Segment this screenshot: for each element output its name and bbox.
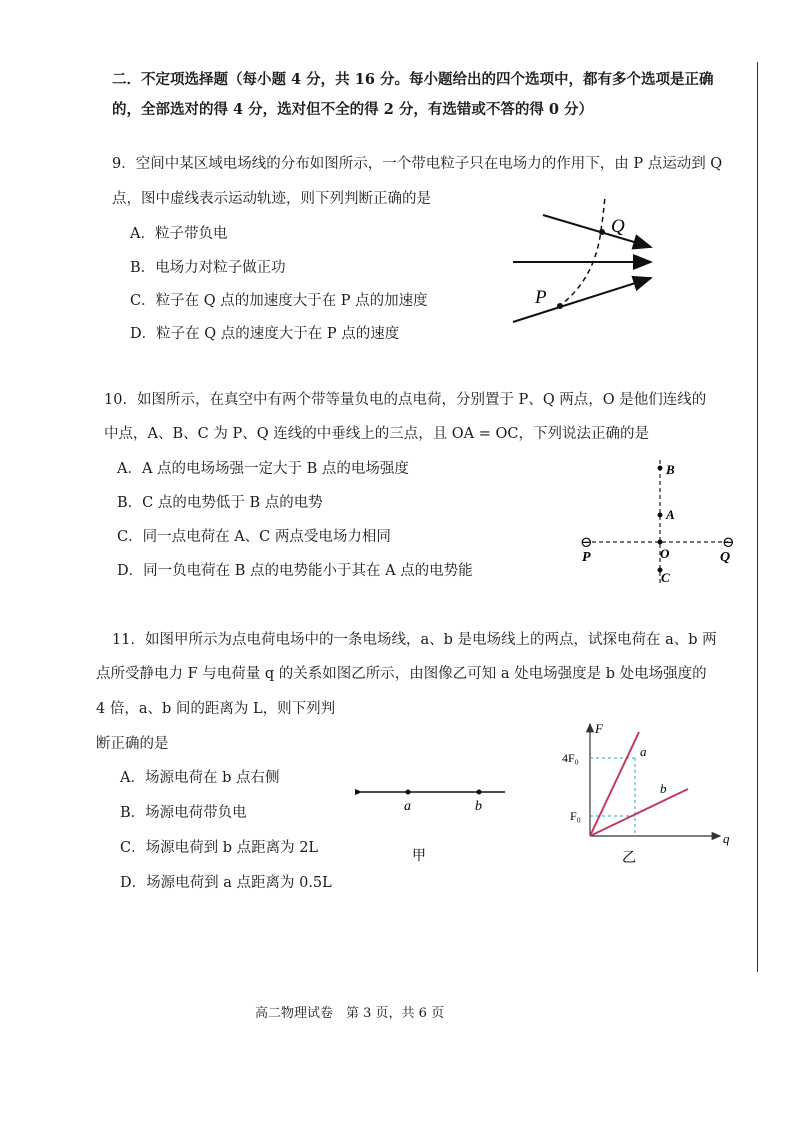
q10-charges-figure — [570, 455, 750, 585]
q11-option-b: B．场源电荷带负电 — [120, 805, 247, 821]
q9-field-figure — [505, 190, 665, 335]
q11-point-b — [477, 790, 482, 795]
q11-label-b: b — [475, 799, 482, 814]
q11-graph-line-b — [590, 789, 688, 836]
q11-line-b-label: b — [660, 781, 667, 796]
q9-field-line-upper — [543, 215, 651, 247]
page-right-border — [757, 62, 758, 972]
q10-point-a — [658, 513, 663, 518]
q10-label-o: O — [660, 546, 670, 561]
q9-label-p: P — [535, 287, 547, 308]
q9-stem-line2: 点，图中虚线表示运动轨迹，则下列判断正确的是 — [112, 191, 431, 207]
section-heading-line2: 的，全部选对的得 4 分，选对但不全的得 2 分，有选错或不答的得 0 分） — [112, 101, 594, 118]
q11-option-d: D．场源电荷到 a 点距离为 0.5L — [120, 875, 332, 891]
q11-axis-q-label: q — [723, 831, 730, 846]
q11-stem-line4: 断正确的是 — [96, 736, 169, 752]
q9-option-a: A．粒子带负电 — [130, 226, 228, 242]
q9-field-line-lower — [513, 278, 651, 322]
q10-label-p: P — [582, 550, 591, 565]
q10-stem-line2: 中点，A、B、C 为 P、Q 连线的中垂线上的三点，且 OA = OC，下列说法正确的是 — [104, 426, 650, 442]
q9-trajectory — [558, 195, 605, 307]
q11-caption-yi: 乙 — [622, 851, 636, 866]
q11-figure-yi — [560, 718, 740, 868]
q10-charge-p-icon: ⊖ — [580, 535, 593, 551]
q11-caption-jia: 甲 — [412, 849, 426, 864]
q11-stem-line2: 点所受静电力 F 与电荷量 q 的关系如图乙所示，由图像乙可知 a 处电场强度是 b 处电场强度的 — [96, 666, 707, 682]
q9-option-d: D．粒子在 Q 点的速度大于在 P 点的速度 — [130, 326, 400, 342]
q9-point-p — [557, 303, 563, 309]
q9-option-b: B．电场力对粒子做正功 — [130, 260, 286, 276]
q10-option-d: D．同一负电荷在 B 点的电势能小于其在 A 点的电势能 — [117, 563, 473, 579]
q11-option-c: C．场源电荷到 b 点距离为 2L — [120, 840, 319, 856]
q9-stem-line1: 9．空间中某区域电场线的分布如图所示，一个带电粒子只在电场力的作用下，由 P 点运动到 Q — [112, 156, 723, 172]
q11-figure-jia — [355, 778, 515, 868]
q9-option-c: C．粒子在 Q 点的加速度大于在 P 点的加速度 — [130, 293, 428, 309]
q10-label-q: Q — [720, 550, 731, 565]
q11-tick-f0: F₀ — [570, 809, 581, 823]
q11-line-a-label: a — [640, 744, 647, 759]
q10-point-o — [658, 540, 663, 545]
q10-option-a: A．A 点的电场场强一定大于 B 点的电场强度 — [117, 461, 409, 477]
q10-label-c: C — [661, 570, 670, 585]
q10-charge-q-icon: ⊖ — [722, 535, 735, 551]
q11-stem-line3: 4 倍，a、b 间的距离为 L，则下列判 — [96, 701, 336, 717]
section-heading-line1: 二．不定项选择题（每小题 4 分，共 16 分。每小题给出的四个选项中，都有多个选项是正确 — [112, 71, 714, 88]
q10-option-c: C．同一点电荷在 A、C 两点受电场力相同 — [117, 529, 391, 545]
q11-point-a — [406, 790, 411, 795]
q11-stem-line1: 11．如图甲所示为点电荷电场中的一条电场线，a、b 是电场线上的两点，试探电荷在 a、b 两 — [112, 632, 717, 648]
page-footer: 高二物理试卷 第 3 页，共 6 页 — [255, 1006, 445, 1021]
q9-label-q: Q — [611, 216, 625, 237]
q11-option-a: A．场源电荷在 b 点右侧 — [120, 770, 280, 786]
q10-stem-line1: 10．如图所示，在真空中有两个带等量负电的点电荷，分别置于 P、Q 两点，O 是他们连线的 — [104, 392, 707, 408]
q11-axis-f-label: F — [595, 721, 603, 736]
q11-tick-4f0: 4F₀ — [562, 751, 579, 765]
q10-label-a: A — [666, 507, 675, 522]
q9-point-q — [599, 229, 605, 235]
q11-label-a: a — [404, 799, 411, 814]
q10-label-b: B — [666, 462, 675, 477]
q11-graph-line-a — [590, 732, 639, 836]
q10-point-b — [658, 466, 663, 471]
q10-option-b: B．C 点的电势低于 B 点的电势 — [117, 495, 323, 511]
